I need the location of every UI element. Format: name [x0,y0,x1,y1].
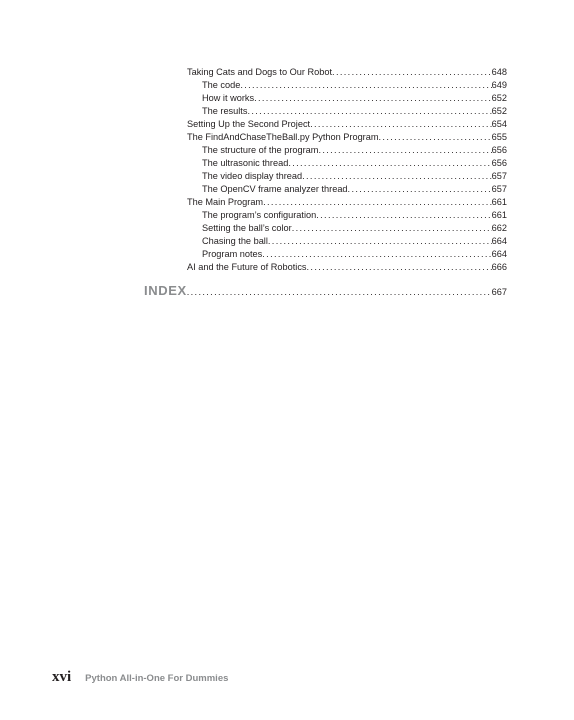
dot-leader [318,144,491,156]
toc-entry [187,131,507,143]
dot-leader [292,222,492,234]
toc-entry-title: Taking Cats and Dogs to Our Robot [187,67,333,77]
toc-entry-page: 655 [491,132,507,142]
toc-entry-page: 649 [491,80,507,90]
toc-entry-title: The results [202,106,248,116]
toc-entry-page: 664 [491,249,507,259]
dot-leader [288,157,491,169]
dot-leader [268,235,492,247]
dot-leader [332,66,492,78]
toc-index-entry [144,283,507,299]
toc-entry-title: Program notes [202,249,263,259]
book-title: Python All-in-One For Dummies [85,673,229,684]
toc-entry [202,157,507,169]
toc-entry-page: 664 [491,236,507,246]
toc-entry-page: 654 [491,119,507,129]
dot-leader [247,105,491,117]
toc-entry-title: The OpenCV frame analyzer thread [202,184,348,194]
toc-entry-title: Chasing the ball [202,236,268,246]
toc-entry-title: The ultrasonic thread [202,158,289,168]
toc-entry-page: 661 [491,210,507,220]
dot-leader [302,170,492,182]
toc-entry [202,183,507,195]
index-page: 667 [491,287,507,297]
dot-leader [307,261,492,273]
toc-entry-page: 661 [491,197,507,207]
toc-entry-title: Setting Up the Second Project [187,119,311,129]
toc-entry [202,79,507,91]
toc-entry-page: 652 [491,93,507,103]
toc-entry [202,235,507,247]
toc-entry-title: The Main Program [187,197,264,207]
toc-entry-page: 662 [491,223,507,233]
toc-entry [202,92,507,104]
toc-entry [202,209,507,221]
page-footer [52,669,228,686]
toc-entry-page: 657 [491,171,507,181]
toc-entry [187,66,507,78]
toc-entry [187,118,507,130]
dot-leader [240,79,491,91]
toc-entry-page: 648 [491,67,507,77]
dot-leader [348,183,492,195]
toc-entry-page: 657 [491,184,507,194]
toc-entry [202,222,507,234]
toc-entry-title: The program’s configuration [202,210,317,220]
dot-leader [379,131,492,143]
dot-leader [310,118,492,130]
dot-leader [254,92,492,104]
index-heading: INDEX [144,283,187,298]
toc-entry-page: 652 [491,106,507,116]
toc-entry-title: The structure of the program [202,145,319,155]
page-number: xvi [52,669,72,685]
dot-leader [262,248,491,260]
toc-entry [202,105,507,117]
dot-leader [316,209,491,221]
toc-entry-page: 656 [491,158,507,168]
dot-leader [263,196,492,208]
toc-entry [202,144,507,156]
toc-entry-title: How it works [202,93,255,103]
toc-entry-page: 656 [491,145,507,155]
dot-leader [187,287,492,297]
toc-entry-title: AI and the Future of Robotics [187,262,307,272]
toc-entry-page: 666 [491,262,507,272]
toc-entry-title: The code [202,80,241,90]
toc-entry-title: The video display thread [202,171,303,181]
toc-entry-title: Setting the ball’s color [202,223,292,233]
toc-entry [202,248,507,260]
toc-entry [187,261,507,273]
toc-entry [187,196,507,208]
toc-entry-title: The FindAndChaseTheBall.py Python Program [187,132,379,142]
toc-entry [202,170,507,182]
